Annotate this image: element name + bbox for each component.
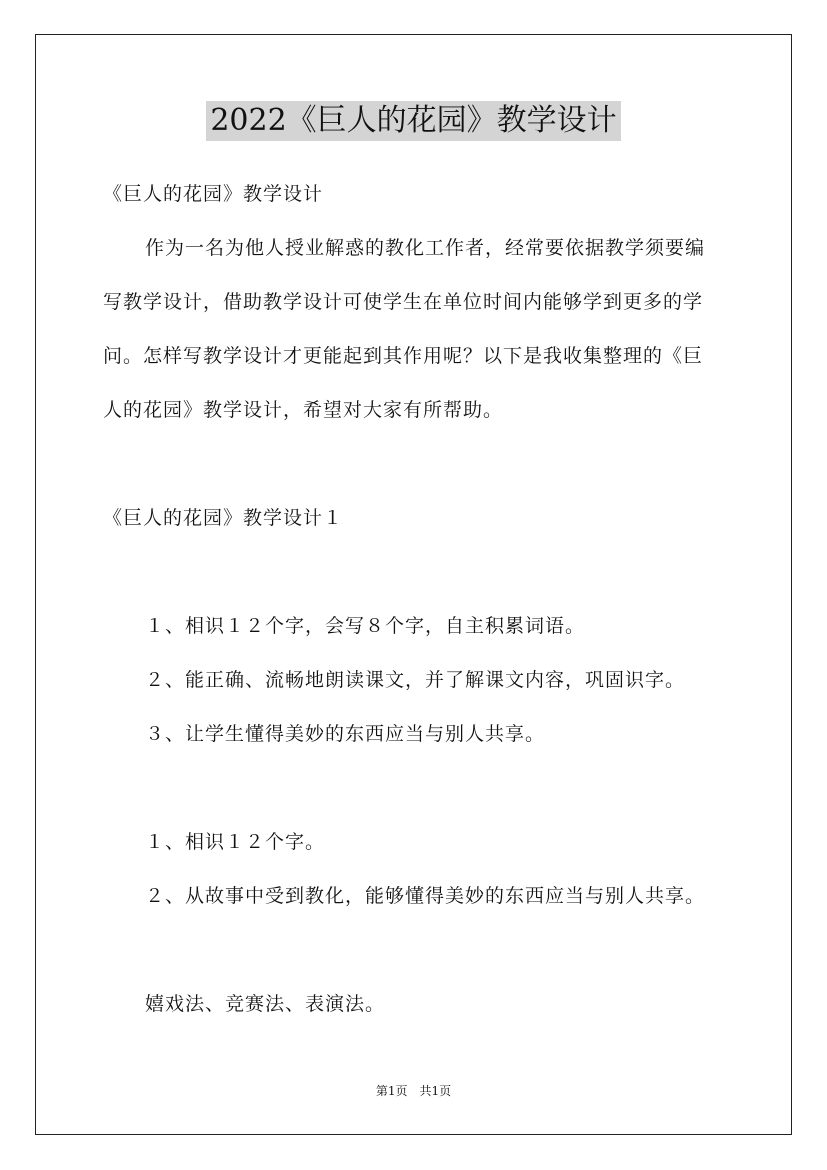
key-point-item: ２、从故事中受到教化，能够懂得美妙的东西应当与别人共享。 — [145, 885, 706, 907]
section-heading: 《巨人的花园》教学设计１ — [103, 507, 344, 529]
goal-item: ２、能正确、流畅地朗读课文，并了解课文内容，巩固识字。 — [145, 669, 686, 691]
intro-line: 写教学设计，借助教学设计可使学生在单位时间内能够学到更多的学 — [103, 291, 704, 313]
key-point-item: １、相识１２个字。 — [145, 831, 326, 853]
intro-line: 作为一名为他人授业解惑的教化工作者，经常要依据教学须要编 — [145, 237, 706, 259]
intro-line: 人的花园》教学设计，希望对大家有所帮助。 — [103, 399, 504, 421]
document-title: 2022《巨人的花园》教学设计 — [206, 101, 620, 141]
title-container — [0, 101, 827, 141]
intro-line: 问。怎样写教学设计才更能起到其作用呢？以下是我收集整理的《巨 — [103, 345, 704, 367]
teaching-methods: 嬉戏法、竞赛法、表演法。 — [145, 993, 386, 1015]
document-subtitle: 《巨人的花园》教学设计 — [103, 183, 324, 205]
goal-item: １、相识１２个字，会写８个字，自主积累词语。 — [145, 615, 586, 637]
goal-item: ３、让学生懂得美妙的东西应当与别人共享。 — [145, 723, 546, 745]
page-footer: 第1页 共1页 — [375, 1084, 452, 1098]
